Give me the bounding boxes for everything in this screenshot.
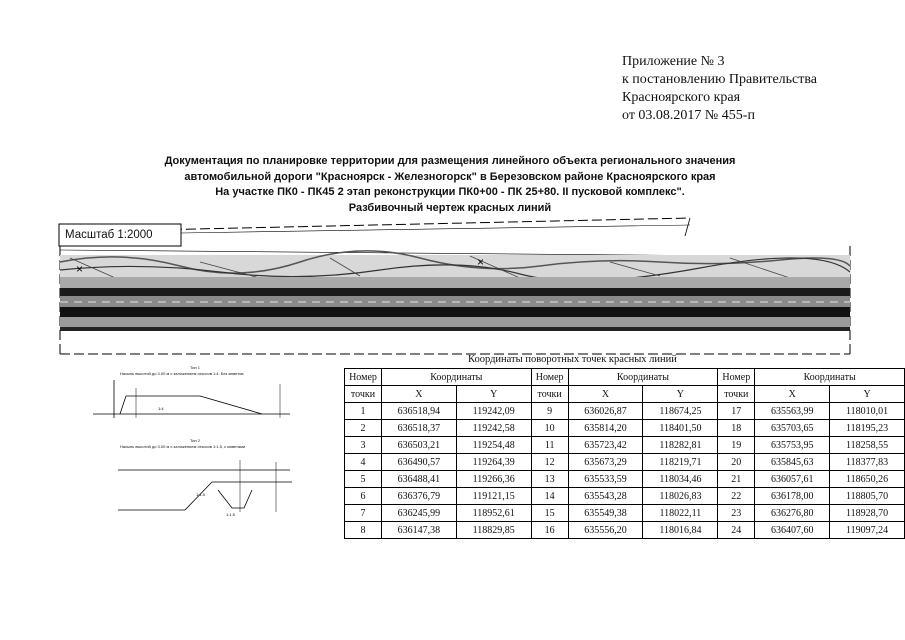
point-number: 20	[718, 454, 755, 471]
coord-y: 118219,71	[643, 454, 718, 471]
survey-line	[685, 218, 690, 236]
coord-y: 118022,11	[643, 505, 718, 522]
table-row	[345, 420, 905, 437]
road-carriageway-dark	[60, 307, 850, 317]
header-x: X	[755, 386, 830, 403]
coord-y: 119264,39	[456, 454, 531, 471]
coord-y: 118674,25	[643, 403, 718, 420]
section-type-1-title: Тип 1	[190, 365, 201, 370]
point-number: 21	[718, 471, 755, 488]
table-header-row	[345, 386, 905, 403]
point-number: 15	[531, 505, 568, 522]
table-row	[345, 505, 905, 522]
point-number: 4	[345, 454, 382, 471]
road-edge	[60, 288, 850, 296]
table-header-row	[345, 369, 905, 386]
table-row	[345, 488, 905, 505]
scale-label: Масштаб 1:2000	[65, 229, 153, 241]
coord-y: 118650,26	[830, 471, 905, 488]
coord-x: 635673,29	[568, 454, 643, 471]
point-number: 22	[718, 488, 755, 505]
coord-y: 119242,09	[456, 403, 531, 420]
coord-y: 118282,81	[643, 437, 718, 454]
header-y: Y	[830, 386, 905, 403]
cross-marker: ×	[76, 262, 84, 276]
coord-y: 118026,83	[643, 488, 718, 505]
header-point-number: Номер	[531, 369, 568, 386]
point-number: 6	[345, 488, 382, 505]
section-type-2-note: Насыпь высотой до 3.00 м с заложением откосов 1:1.5, с кюветами	[120, 444, 246, 449]
coord-y: 119242,58	[456, 420, 531, 437]
coord-x: 636276,80	[755, 505, 830, 522]
point-number: 2	[345, 420, 382, 437]
coords-table	[344, 368, 905, 539]
coord-x: 635556,20	[568, 522, 643, 539]
coord-y: 118010,01	[830, 403, 905, 420]
coord-x: 635723,42	[568, 437, 643, 454]
coord-y: 118016,84	[643, 522, 718, 539]
coord-x: 635753,95	[755, 437, 830, 454]
title-line-3: На участке ПК0 - ПК45 2 этап реконструкции ПК0+00 - ПК 25+80. II пусковой комплекс".	[215, 186, 685, 198]
coord-y: 119266,36	[456, 471, 531, 488]
point-number: 5	[345, 471, 382, 488]
point-number: 18	[718, 420, 755, 437]
table-row	[345, 522, 905, 539]
coord-x: 636518,94	[381, 403, 456, 420]
point-number: 23	[718, 505, 755, 522]
cross-marker: ×	[477, 255, 485, 269]
title-line-4: Разбивочный чертеж красных линий	[348, 201, 552, 214]
title-line-1: Документация по планировке территории для размещения линейного объекта регионального значения	[164, 155, 736, 167]
coords-table-caption: Координаты поворотных точек красных линий	[468, 354, 677, 365]
appendix-line-1: Приложение № 3	[622, 54, 725, 69]
coord-x: 636178,00	[755, 488, 830, 505]
table-row	[345, 437, 905, 454]
point-number: 12	[531, 454, 568, 471]
table-row	[345, 471, 905, 488]
coord-y: 118258,55	[830, 437, 905, 454]
cross-section-type-2	[118, 460, 292, 517]
coord-y: 118952,61	[456, 505, 531, 522]
coord-x: 636057,61	[755, 471, 830, 488]
coord-x: 635814,20	[568, 420, 643, 437]
section-type-2-title: Тип 2	[190, 438, 201, 443]
header-x: X	[568, 386, 643, 403]
coord-y: 119121,15	[456, 488, 531, 505]
point-number: 24	[718, 522, 755, 539]
point-number: 17	[718, 403, 755, 420]
coord-x: 635543,28	[568, 488, 643, 505]
coord-x: 636407,60	[755, 522, 830, 539]
coord-x: 636026,87	[568, 403, 643, 420]
point-number: 14	[531, 488, 568, 505]
header-point-label: точки	[345, 386, 382, 403]
appendix-line-4: от 03.08.2017 № 455-п	[622, 108, 755, 123]
point-number: 9	[531, 403, 568, 420]
point-number: 11	[531, 437, 568, 454]
header-coords: Координаты	[755, 369, 905, 386]
point-number: 3	[345, 437, 382, 454]
coord-x: 636376,79	[381, 488, 456, 505]
coord-x: 636518,37	[381, 420, 456, 437]
coord-y: 118928,70	[830, 505, 905, 522]
header-point-label: точки	[531, 386, 568, 403]
coord-x: 636147,38	[381, 522, 456, 539]
coord-x: 635845,63	[755, 454, 830, 471]
svg-text:1:4: 1:4	[158, 406, 164, 411]
coord-x: 636488,41	[381, 471, 456, 488]
coord-y: 118805,70	[830, 488, 905, 505]
svg-text:1:1.5: 1:1.5	[226, 512, 235, 517]
coord-x: 635703,65	[755, 420, 830, 437]
table-row	[345, 403, 905, 420]
coord-y: 118377,83	[830, 454, 905, 471]
coord-x: 636503,21	[381, 437, 456, 454]
svg-text:1:1.5: 1:1.5	[196, 492, 205, 497]
point-number: 10	[531, 420, 568, 437]
coord-y: 118034,46	[643, 471, 718, 488]
road-shoulder	[60, 277, 850, 289]
coord-y: 119097,24	[830, 522, 905, 539]
coord-y: 118401,50	[643, 420, 718, 437]
point-number: 1	[345, 403, 382, 420]
coord-y: 118195,23	[830, 420, 905, 437]
header-y: Y	[456, 386, 531, 403]
coord-x: 635549,38	[568, 505, 643, 522]
coord-x: 635563,99	[755, 403, 830, 420]
header-coords: Координаты	[568, 369, 718, 386]
road-edge	[60, 327, 850, 331]
cross-section-type-1	[93, 380, 290, 418]
point-number: 13	[531, 471, 568, 488]
coord-x: 636490,57	[381, 454, 456, 471]
survey-line	[181, 225, 690, 233]
coord-y: 119254,48	[456, 437, 531, 454]
coord-x: 635533,59	[568, 471, 643, 488]
header-point-number: Номер	[345, 369, 382, 386]
point-number: 7	[345, 505, 382, 522]
header-point-label: точки	[718, 386, 755, 403]
road-slope	[60, 317, 850, 327]
table-row	[345, 454, 905, 471]
header-y: Y	[643, 386, 718, 403]
coord-x: 636245,99	[381, 505, 456, 522]
appendix-line-3: Красноярского края	[622, 90, 741, 105]
title-line-2: автомобильной дороги "Красноярск - Железногорск" в Березовском районе Красноярского края	[184, 170, 716, 183]
point-number: 16	[531, 522, 568, 539]
header-x: X	[381, 386, 456, 403]
appendix-line-2: к постановлению Правительства	[622, 72, 818, 87]
point-number: 19	[718, 437, 755, 454]
point-number: 8	[345, 522, 382, 539]
section-type-1-note: Насыпь высотой до 3.00 м с заложением откосов 1:4. Без кюветов	[120, 371, 244, 376]
header-point-number: Номер	[718, 369, 755, 386]
coord-y: 118829,85	[456, 522, 531, 539]
header-coords: Координаты	[381, 369, 531, 386]
